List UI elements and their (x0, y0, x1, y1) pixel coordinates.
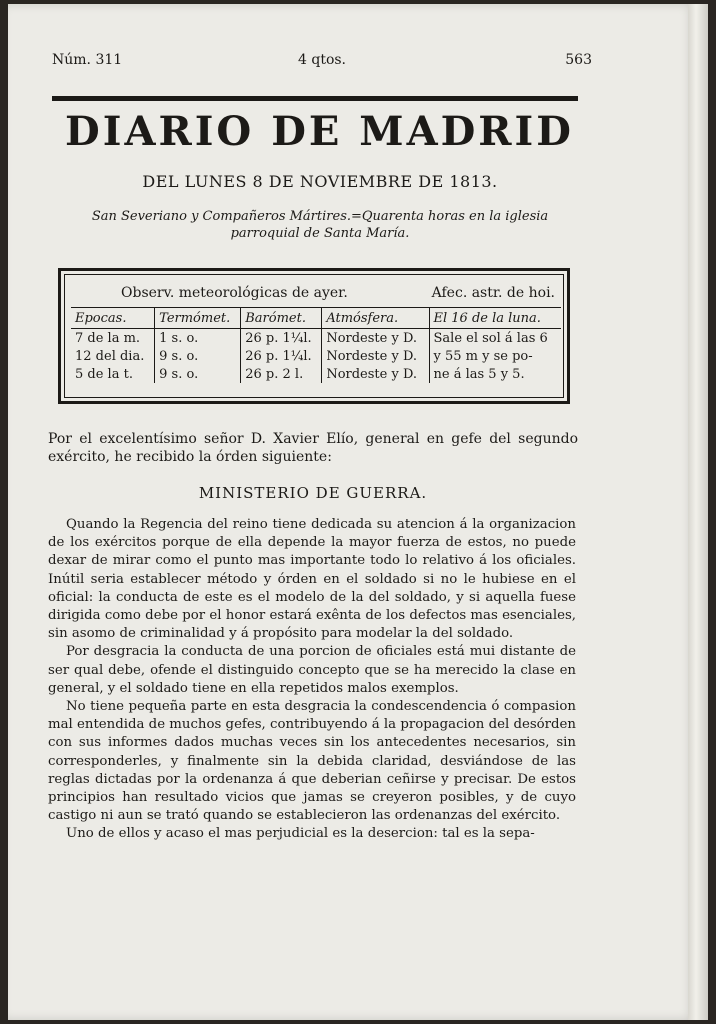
cell: 9 s. o. (155, 347, 241, 365)
col-luna: El 16 de la luna. (429, 308, 561, 329)
cell: 26 p. 1¼l. (241, 329, 322, 348)
cell: Sale el sol á las 6 (433, 330, 548, 346)
cell: 5 de la t. (71, 365, 155, 383)
paragraph: No tiene pequeña parte en esta desgracia la condescendencia ó compasion mal entendida de muchos gefes, contribuyendo á la propagacion del desórden con sus informes dados muchas veces sin los antecedentes necesarios, sin corresponderles, y finalmente sin la debida claridad, desviándose de las reglas dictadas por la ordenanza á que deberian ceñirse y precisar. De estos principios han resultado vicios que jamas se creyeron posibles, y de cuyo castigo ni aun se trató quando se establecieron las ordenanzas del exército. (48, 699, 576, 824)
cell: 1 s. o. (155, 329, 241, 348)
col-atmosfera: Atmósfera. (322, 308, 429, 329)
cell: Nordeste y D. (322, 347, 429, 365)
saints-of-day: San Severiano y Compañeros Mártires.=Quarenta horas en la iglesia parroquial de Santa María. (91, 209, 549, 241)
cell: y 55 m y se po- (433, 348, 533, 364)
weather-header-row (71, 308, 561, 329)
cell: 7 de la m. (71, 329, 155, 348)
cell: Nordeste y D. (322, 329, 429, 348)
astro-title: Afec. astr. de hoi. (431, 285, 555, 301)
weather-row (71, 365, 561, 383)
col-epocas: Epocas. (71, 308, 155, 329)
article-body (48, 516, 576, 844)
cell: Nordeste y D. (322, 365, 429, 383)
cell: 26 p. 2 l. (241, 365, 322, 383)
weather-title: Observ. meteorológicas de ayer. (121, 285, 348, 301)
weather-row (71, 347, 561, 365)
page-edge (688, 4, 708, 1020)
section-title: MINISTERIO DE GUERRA. (198, 484, 428, 502)
cell: 12 del dia. (71, 347, 155, 365)
cell: 26 p. 1¼l. (241, 347, 322, 365)
col-barometro: Barómet. (241, 308, 322, 329)
page-number: 563 (565, 52, 592, 68)
weather-box (58, 268, 570, 404)
paragraph: Por desgracia la conducta de una porcion de oficiales está mui distante de ser qual debe, ofende el distinguido concepto que se ha merecido la clase en general, y el soldado tiene en ella repetidos malos exemplos. (48, 644, 576, 696)
weather-row (71, 329, 561, 348)
intro-paragraph: Por el excelentísimo señor D. Xavier Elío, general en gefe del segundo exército, he recibido la órden siguiente: (48, 431, 578, 465)
masthead-rule (52, 96, 578, 101)
cell: 9 s. o. (155, 365, 241, 383)
issue-price: 4 qtos. (298, 52, 347, 68)
weather-table (71, 307, 561, 383)
cell: ne á las 5 y 5. (433, 366, 525, 382)
masthead-date: DEL LUNES 8 DE NOVIEMBRE DE 1813. (142, 172, 498, 191)
header-row (52, 52, 592, 72)
paragraph: Uno de ellos y acaso el mas perjudicial es la desercion: tal es la sepa- (66, 826, 535, 842)
issue-number: Núm. 311 (52, 52, 123, 68)
masthead-title: DIARIO DE MADRID (65, 108, 574, 155)
col-termometro: Termómet. (155, 308, 241, 329)
newspaper-page (8, 4, 696, 1020)
paragraph: Quando la Regencia del reino tiene dedicada su atencion á la organizacion de los exércitos porque de ella depende la mayor fuerza de estos, no puede dexar de mirar como el punto mas importante todo lo relativo á los oficiales. Inútil seria establecer método y órden en el soldado si no le hubiese en el oficial: la conducta de este es el modelo de la del soldado, y si aquella fuese dirigida como debe por el honor estará exênta de los defectos mas esenciales, sin asomo de criminalidad y á propósito para modelar la del soldado. (48, 517, 576, 642)
